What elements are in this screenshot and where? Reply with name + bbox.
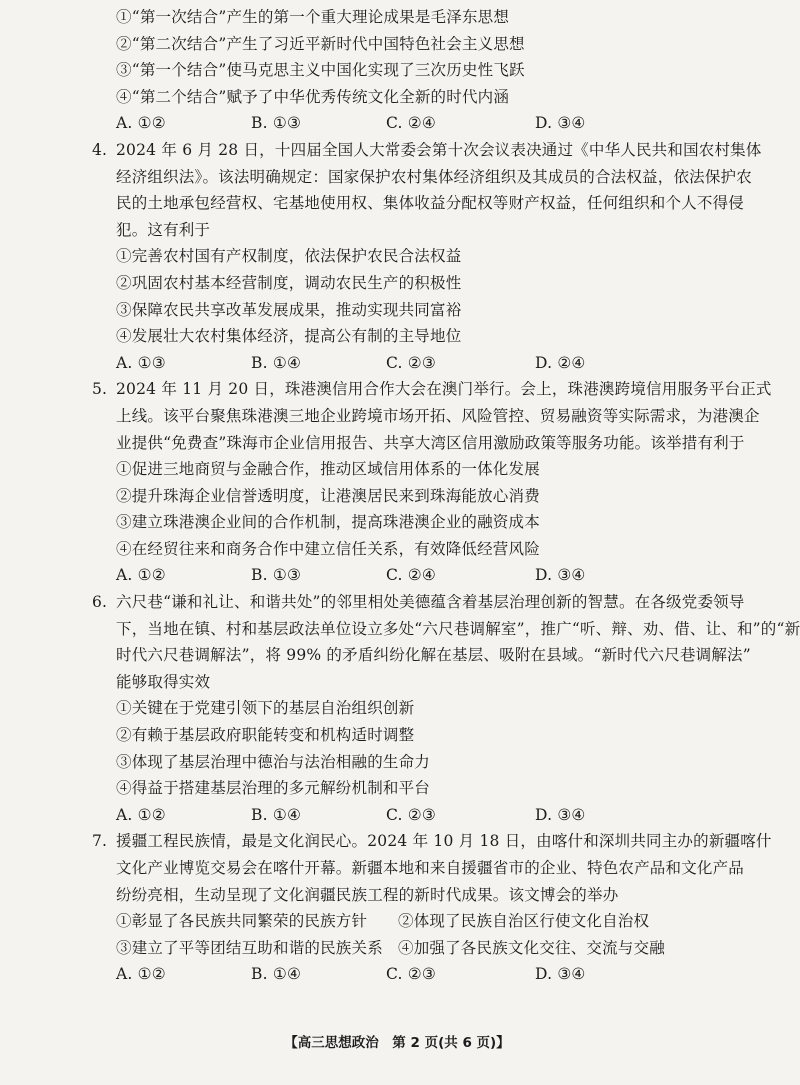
statement: ①完善农村国有产权制度，依法保护农民合法权益: [116, 247, 462, 266]
option-c: C. ②④: [386, 566, 436, 585]
stem-line: 文化产业博览交易会在喀什开幕。新疆本地和来自援疆省市的企业、特色农产品和文化产品: [116, 859, 745, 877]
question-stem: [92, 137, 762, 164]
statement: ④“第二个结合”赋予了中华优秀传统文化全新的时代内涵: [116, 87, 510, 106]
option-c: C. ②④: [386, 114, 436, 133]
statement: ③“第一个结合”使马克思主义中国化实现了三次历史性飞跃: [116, 61, 525, 80]
question-6: [92, 589, 800, 828]
stem-line: 犯。这有利于: [116, 220, 211, 239]
statement: ②“第二次结合”产生了习近平新时代中国特色社会主义思想: [116, 34, 525, 53]
stem-line: 援疆工程民族情，最是文化润民心。2024 年 10 月 18 日，由喀什和深圳共同主办的新疆喀什: [116, 832, 772, 851]
stem-line: 六尺巷“谦和礼让、和谐共处”的邻里相处美德蕴含着基层治理创新的智慧。在各级党委领导: [116, 593, 745, 612]
statement: ②巩固农村基本经营制度，调动农民生产的积极性: [116, 273, 462, 292]
stem-line: 能够取得实效: [116, 672, 211, 691]
option-d: D. ③④: [535, 114, 586, 133]
statement: ④发展壮大农村集体经济，提高公有制的主导地位: [116, 327, 462, 346]
question-stem: [92, 376, 772, 403]
question-stem: [92, 589, 745, 616]
question-3-tail: [116, 4, 736, 137]
question-4: [92, 137, 762, 376]
page-footer: 【高三思想政治 第 2 页(共 6 页)】: [284, 1035, 510, 1051]
question-stem: [92, 828, 772, 855]
stem-line: 纷纷亮相，生动呈现了文化润疆民族工程的新时代成果。该文博会的举办: [116, 885, 619, 904]
answer-options: [116, 802, 736, 829]
option-b: B. ①④: [251, 805, 302, 824]
statement: ①彰显了各民族共同繁荣的民族方针: [116, 912, 368, 931]
statement: ②有赖于基层政府职能转变和机构适时调整: [116, 726, 415, 745]
stem-line: 业提供“免费查”珠海市企业信用报告、共享大湾区信用激励政策等服务功能。该举措有利于: [116, 433, 745, 452]
option-c: C. ②③: [386, 353, 436, 372]
stem-line: 下，当地在镇、村和基层政法单位设立多处“六尺巷调解室”，推广“听、辩、劝、借、让、和”的“新: [116, 619, 800, 638]
statement: ①“第一次结合”产生的第一个重大理论成果是毛泽东思想: [116, 8, 510, 26]
statement: ④在经贸往来和商务合作中建立信任关系，有效降低经营风险: [116, 539, 540, 558]
question-number: 7.: [92, 832, 108, 851]
option-d: D. ③④: [535, 965, 586, 984]
question-5: [92, 376, 772, 589]
statement-pair: [116, 935, 736, 962]
answer-options: [116, 350, 736, 377]
option-d: D. ③④: [535, 805, 586, 824]
stem-line: 2024 年 11 月 20 日，珠港澳信用合作大会在澳门举行。会上，珠港澳跨境信用服务平台正式: [116, 380, 772, 399]
stem-line: 2024 年 6 月 28 日，十四届全国人大常委会第十次会议表决通过《中华人民共和国农村集体: [116, 140, 762, 159]
question-number: 5.: [92, 380, 108, 399]
statement: ①关键在于党建引领下的基层自治组织创新: [116, 699, 415, 718]
option-b: B. ①④: [251, 353, 302, 372]
option-b: B. ①③: [251, 114, 302, 133]
statement: ③体现了基层治理中德治与法治相融的生命力: [116, 752, 431, 771]
option-c: C. ②③: [386, 805, 436, 824]
statement: ②体现了民族自治区行使文化自治权: [398, 912, 650, 931]
statement-pair: [116, 908, 736, 935]
statement: ②提升珠海企业信誉透明度，让港澳居民来到珠海能放心消费: [116, 486, 540, 505]
answer-options: [116, 110, 736, 137]
answer-options: [116, 961, 736, 988]
option-b: B. ①③: [251, 566, 302, 585]
question-number: 4.: [92, 140, 108, 159]
option-c: C. ②③: [386, 965, 436, 984]
statement: ①促进三地商贸与金融合作，推动区域信用体系的一体化发展: [116, 460, 540, 479]
statement: ④得益于搭建基层治理的多元解纷机制和平台: [116, 779, 431, 798]
stem-line: 上线。该平台聚焦珠港澳三地企业跨境市场开拓、风险管控、贸易融资等实际需求，为港澳企: [116, 406, 760, 425]
statement: ③保障农民共享改革发展成果，推动实现共同富裕: [116, 300, 462, 319]
stem-line: 民的土地承包经营权、宅基地使用权、集体收益分配权等财产权益，任何组织和个人不得侵: [116, 194, 745, 213]
option-a: A. ①②: [116, 805, 166, 824]
option-a: A. ①②: [116, 566, 166, 585]
option-a: A. ①②: [116, 965, 166, 984]
statement: ④加强了各民族文化交往、交流与交融: [398, 938, 665, 957]
stem-line: 经济组织法》。该法明确规定：国家保护农村集体经济组织及其成员的合法权益，依法保护农: [116, 167, 752, 186]
question-7: [92, 828, 772, 988]
statement: ③建立珠港澳企业间的合作机制，提高珠港澳企业的融资成本: [116, 513, 540, 532]
option-d: D. ②④: [535, 353, 586, 372]
option-d: D. ③④: [535, 566, 586, 585]
question-number: 6.: [92, 593, 108, 612]
answer-options: [116, 562, 736, 589]
stem-line: 时代六尺巷调解法”，将 99% 的矛盾纠纷化解在基层、吸附在县域。“新时代六尺巷调解法”: [116, 646, 751, 665]
statement: ③建立了平等团结互助和谐的民族关系: [116, 938, 383, 957]
option-b: B. ①④: [251, 965, 302, 984]
option-a: A. ①②: [116, 114, 166, 133]
questions-column: [92, 4, 800, 988]
option-a: A. ①③: [116, 353, 166, 372]
